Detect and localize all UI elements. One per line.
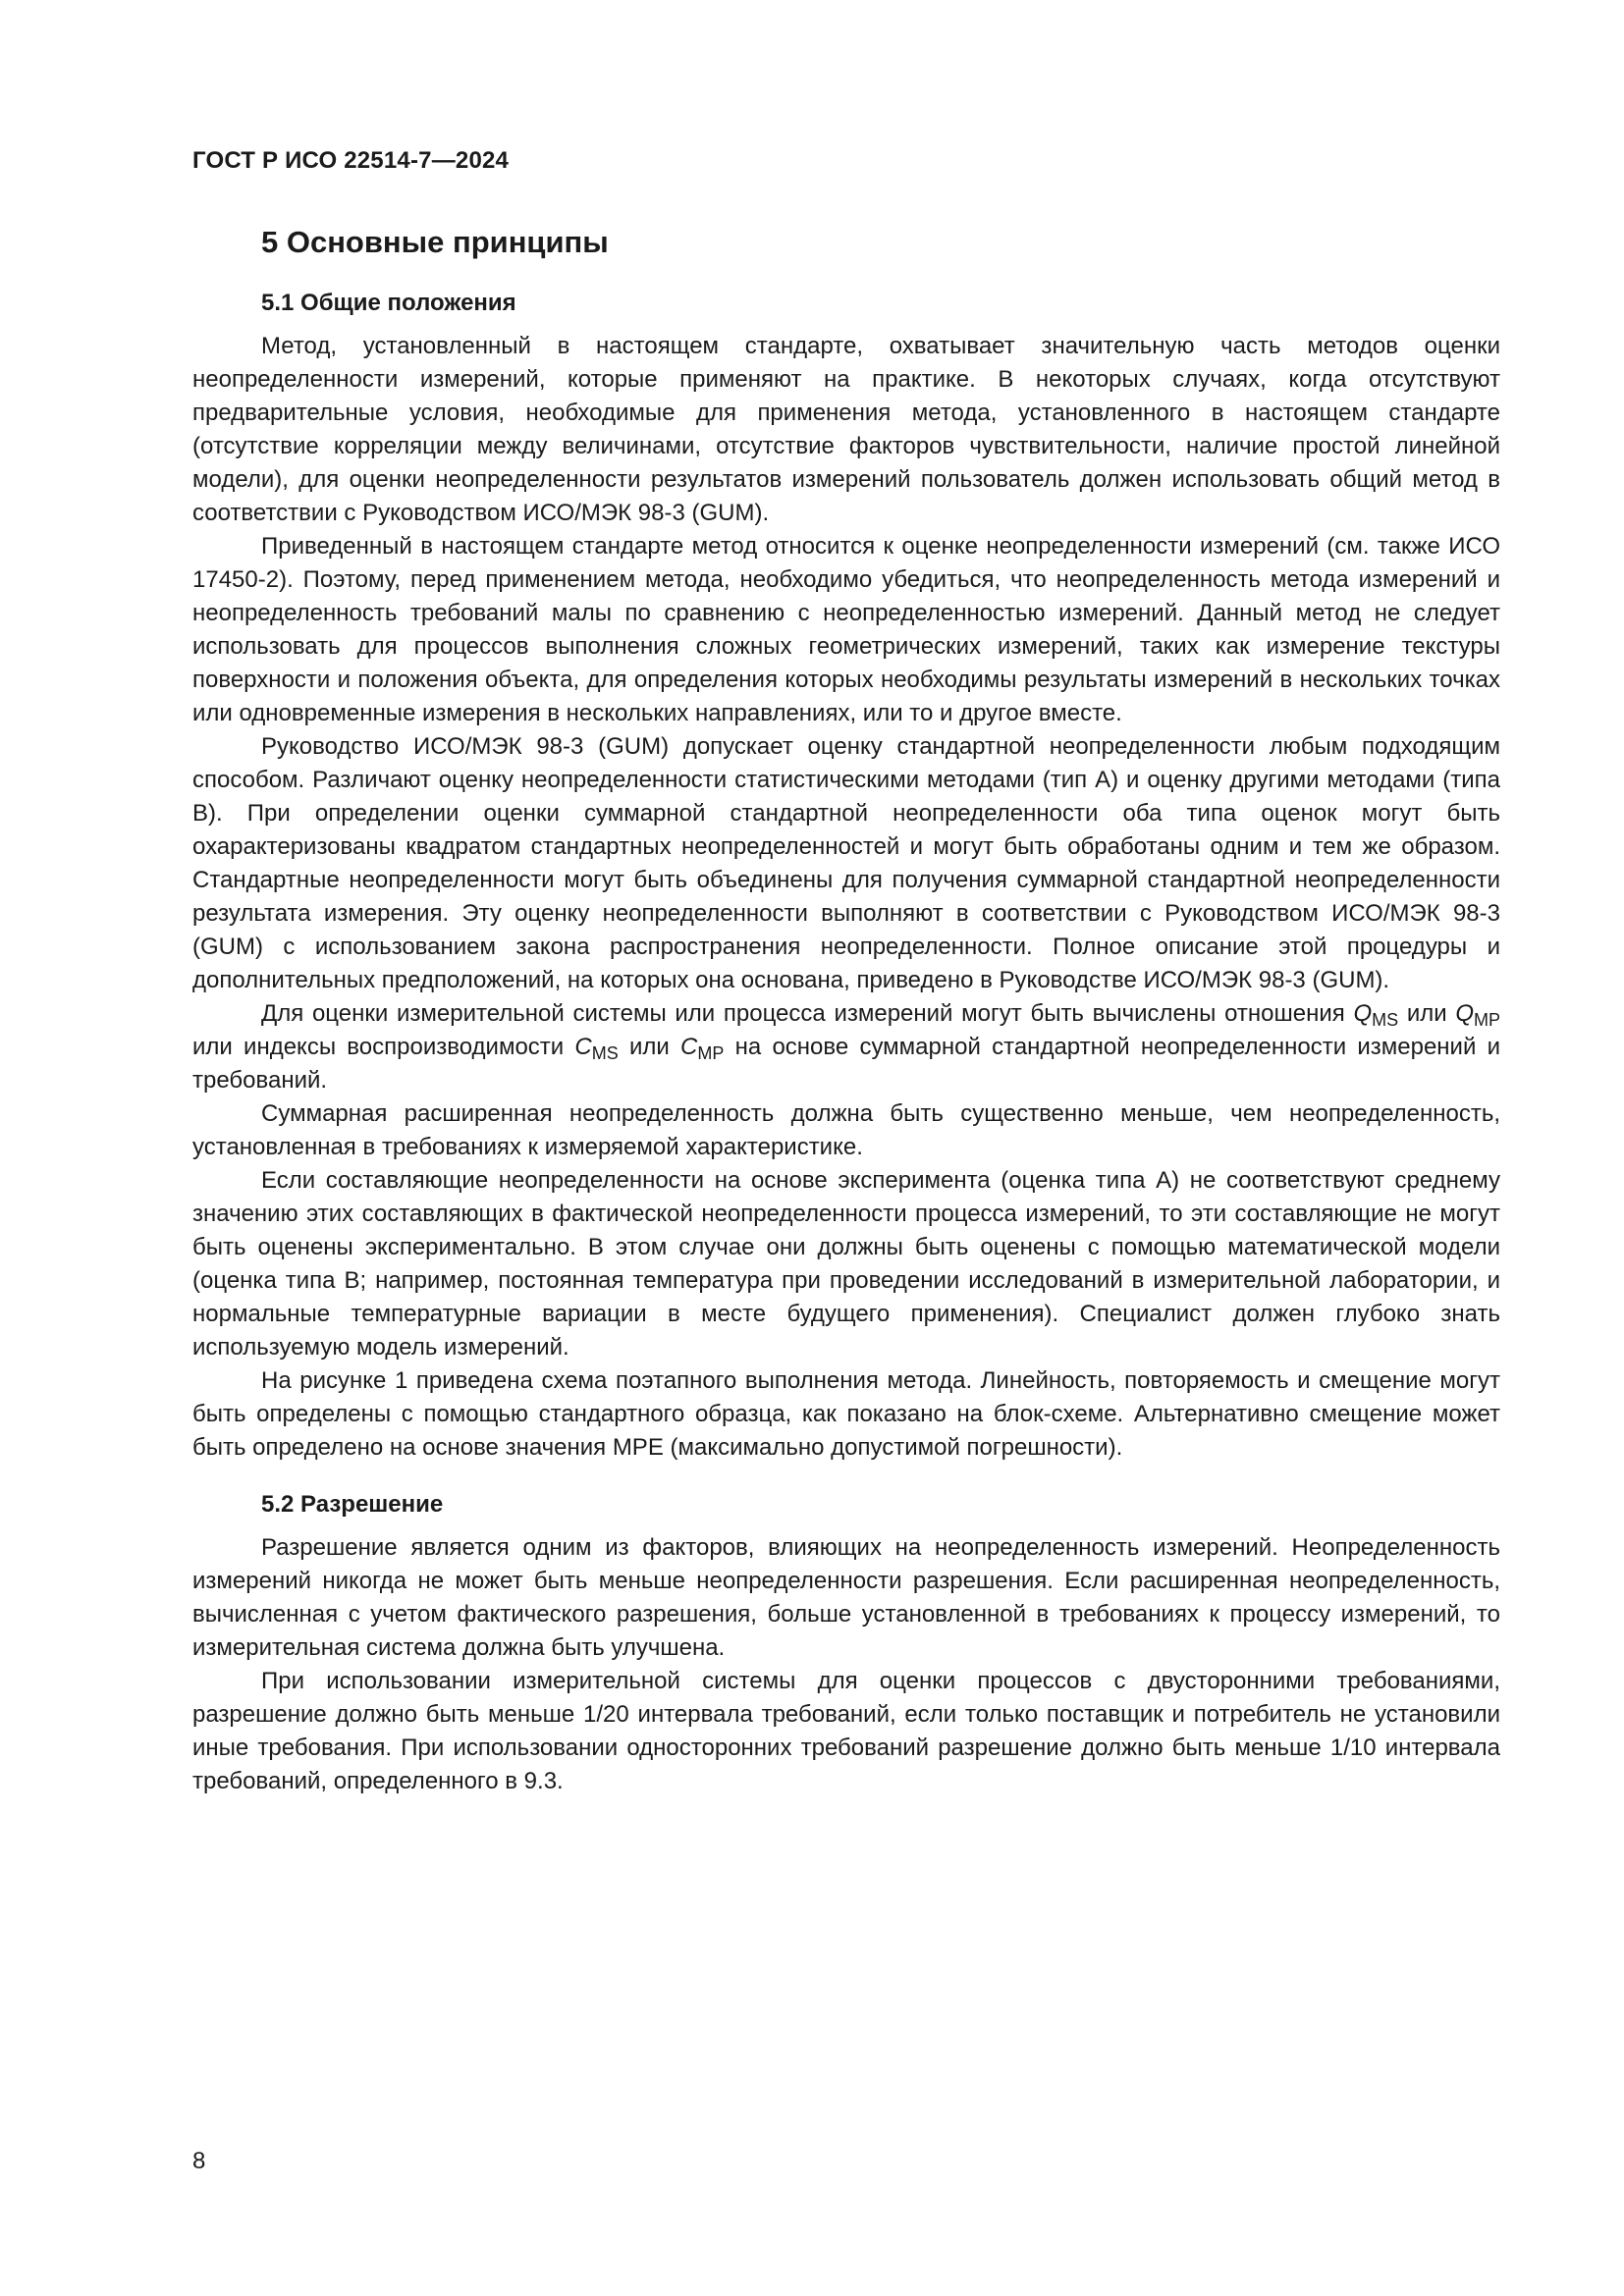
paragraph-5-1-c: Руководство ИСО/МЭК 98-3 (GUM) допускает оценку стандартной неопределенности любым подходящим способом. Различают оценку неопределенности статистическими методами (тип А) и оценку другими методами (типа В). При определении оценки суммарной стандартной неопределенности оба типа оценок могут быть охарактеризованы квадратом стандартных неопределенностей и могут быть обработаны одним и тем же образом. Стандартные неопределенности могут быть объединены для получения суммарной стандартной неопределенности результата измерения. Эту оценку неопределенности выполняют в соответствии с Руководством ИСО/МЭК 98-3 (GUM) с использованием закона распространения неопределенности. Полное описание этой процедуры и дополнительных предположений, на которых она основана, приведено в Руководстве ИСО/МЭК 98-3 (GUM).	[192, 733, 1500, 993]
paragraph-5-1-d	[192, 997, 1500, 1097]
paragraph-5-1-g: На рисунке 1 приведена схема поэтапного выполнения метода. Линейность, повторяемость и смещение могут быть определены с помощью стандартного образца, как показано на блок-схеме. Альтернативно смещение может быть определено на основе значения МРЕ (максимально допустимой погрешности).	[192, 1367, 1500, 1461]
paragraph-5-2-a: Разрешение является одним из факторов, влияющих на неопределенность измерений. Неопределенность измерений никогда не может быть меньше неопределенности разрешения. Если расширенная неопределенность, вычисленная с учетом фактического разрешения, больше установленной в требованиях к процессу измерений, то измерительная система должна быть улучшена.	[192, 1534, 1500, 1661]
subscript-mp: MP	[1474, 1010, 1500, 1030]
section-5-1-title: 5.1 Общие положения	[261, 290, 516, 316]
paragraph-5-1-e: Суммарная расширенная неопределенность должна быть существенно меньше, чем неопределенность, установленная в требованиях к измеряемой характеристике.	[192, 1100, 1500, 1160]
paragraph-5-1-f: Если составляющие неопределенности на основе эксперимента (оценка типа А) не соответствуют среднему значению этих составляющих в фактической неопределенности процесса измерений, то эти составляющие не могут быть оценены экспериментально. В этом случае они должны быть оценены с помощью математической модели (оценка типа В; например, постоянная температура при проведении исследований в измерительной лаборатории, и нормальные температурные вариации в месте будущего применения). Специалист должен глубоко знать используемую модель измерений.	[192, 1167, 1500, 1361]
text-fragment: на основе суммарной стандартной неопределенности измерений и требований.	[192, 1034, 1500, 1094]
paragraph-5-1-a: Метод, установленный в настоящем стандарте, охватывает значительную часть методов оценки неопределенности измерений, которые применяют на практике. В некоторых случаях, когда отсутствуют предварительные условия, необходимые для применения метода, установленного в настоящем стандарте (отсутствие корреляции между величинами, отсутствие факторов чувствительности, наличие простой линейной модели), для оценки неопределенности результатов измерений пользователь должен использовать общий метод в соответствии с Руководством ИСО/МЭК 98-3 (GUM).	[192, 333, 1500, 526]
symbol-q: Q	[1455, 1000, 1474, 1027]
symbol-c: C	[574, 1034, 592, 1060]
subscript-ms: MS	[591, 1043, 619, 1063]
symbol-q: Q	[1353, 1000, 1373, 1027]
text-fragment: или	[1398, 1000, 1456, 1027]
section-5-title: 5 Основные принципы	[261, 225, 609, 259]
subscript-ms: MS	[1372, 1010, 1399, 1030]
symbol-c: C	[680, 1034, 698, 1060]
document-code-header: ГОСТ Р ИСО 22514-7—2024	[192, 147, 510, 174]
paragraph-5-1-b: Приведенный в настоящем стандарте метод относится к оценке неопределенности измерений (см. также ИСО 17450-2). Поэтому, перед применением метода, необходимо убедиться, что неопределенность метода измерений и неопределенность требований малы по сравнению с неопределенностью измерений. Данный метод не следует использовать для процессов выполнения сложных геометрических измерений, таких как измерение текстуры поверхности и положения объекта, для определения которых необходимы результаты измерений в нескольких точках или одновременные измерения в нескольких направлениях, или то и другое вместе.	[192, 533, 1500, 726]
paragraph-5-2-b: При использовании измерительной системы для оценки процессов с двусторонними требованиями, разрешение должно быть меньше 1/20 интервала требований, если только поставщик и потребитель не установили иные требования. При использовании односторонних требований разрешение должно быть меньше 1/10 интервала требований, определенного в 9.3.	[192, 1668, 1500, 1794]
text-fragment: Для оценки измерительной системы или процесса измерений могут быть вычислены отношения	[261, 1000, 1354, 1027]
text-fragment: или	[618, 1034, 681, 1060]
page-content	[192, 218, 1500, 1798]
subscript-mp: MP	[697, 1043, 725, 1063]
text-fragment: или индексы воспроизводимости	[192, 1034, 575, 1060]
section-5-2-title: 5.2 Разрешение	[261, 1491, 444, 1518]
page-number: 8	[192, 2148, 206, 2174]
